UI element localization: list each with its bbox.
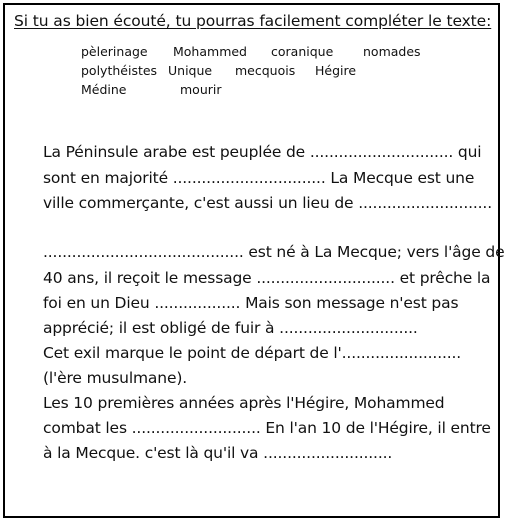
word-bank-item: polythéistes (81, 63, 158, 78)
exercise-frame (3, 3, 505, 518)
text-line: La Péninsule arabe est peuplée de .............................. qui (43, 143, 482, 161)
text-line: Cet exil marque le point de départ de l'......................... (43, 344, 462, 362)
text-line: 40 ans, il reçoit le message ............................. et prêche la (43, 269, 491, 287)
text-line: sont en majorité ................................ La Mecque est une (43, 169, 475, 187)
word-bank-item: Unique (168, 63, 213, 78)
word-bank-item: coranique (271, 44, 334, 59)
word-bank-item: Médine (81, 82, 127, 97)
word-bank-item: mourir (180, 82, 222, 97)
text-line: (l'ère musulmane). (43, 369, 188, 387)
text-line: à la Mecque. c'est là qu'il va ........................... (43, 444, 393, 462)
text-line: .......................................... est né à La Mecque; vers l'âge de (43, 243, 505, 261)
text-line: ville commerçante, c'est aussi un lieu de ............................ (43, 194, 492, 212)
word-bank-item: mecquois (235, 63, 296, 78)
text-line: Les 10 premières années après l'Hégire, Mohammed (43, 394, 445, 412)
text-line: combat les ........................... En l'an 10 de l'Hégire, il entre (43, 419, 491, 437)
text-line: foi en un Dieu .................. Mais son message n'est pas (43, 294, 459, 312)
text-line: apprécié; il est obligé de fuir à ............................. (43, 319, 418, 337)
word-bank-item: Hégire (315, 63, 357, 78)
word-bank-item: nomades (363, 44, 421, 59)
word-bank-item: pèlerinage (81, 44, 148, 59)
exercise-instruction: Si tu as bien écouté, tu pourras facilement compléter le texte: (14, 12, 492, 30)
word-bank-item: Mohammed (173, 44, 247, 59)
